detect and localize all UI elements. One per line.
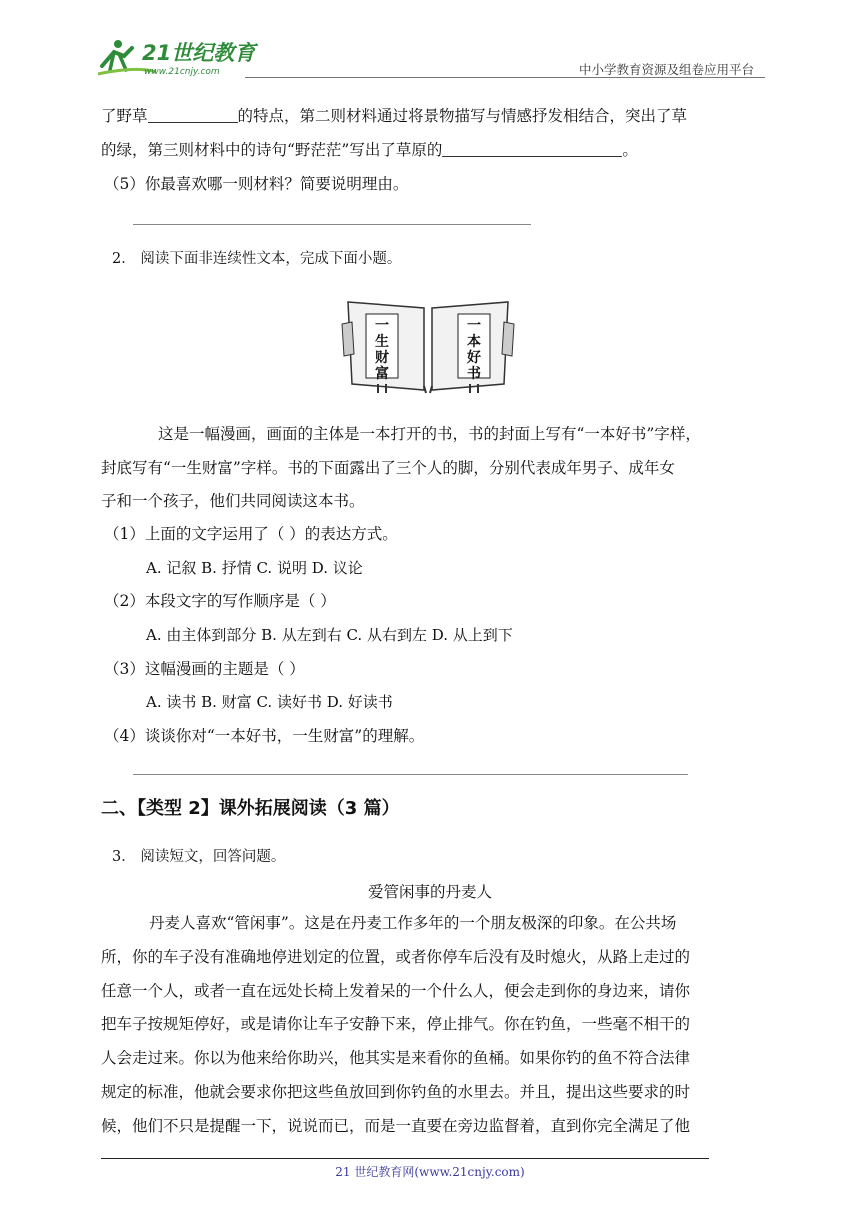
text-line-1: 了野草 的特点，第二则材料通过将景物描写与情感抒发相结合，突出了草 <box>101 107 688 125</box>
options-3: A. 读书 B. 财富 C. 读好书 D. 好读书 <box>146 693 393 711</box>
page-header <box>96 36 760 78</box>
comic-right-char: 一 <box>467 318 481 334</box>
comic-book-image <box>338 294 518 394</box>
article-line: 人会走过来。你以为他来给你助兴，他其实是来看你的鱼桶。如果你钓的鱼不符合法律 <box>101 1049 691 1067</box>
sub-question-2: （2）本段文字的写作顺序是（ ） <box>104 592 336 610</box>
sub-question-1: （1）上面的文字运用了（ ）的表达方式。 <box>104 525 398 543</box>
comic-left-char: 富 <box>375 366 389 382</box>
comic-right-char: 本 <box>467 334 481 350</box>
logo-21cnjy <box>96 36 266 78</box>
paragraph-line: 封底写有“一生财富”字样。书的下面露出了三个人的脚，分别代表成年男子、成年女 <box>101 459 675 477</box>
paragraph-line: 子和一个孩子，他们共同阅读这本书。 <box>101 492 365 510</box>
answer-blank[interactable] <box>148 108 238 123</box>
comic-right-char: 书 <box>467 366 481 382</box>
section-heading: 二、【类型 2】课外拓展阅读（3 篇） <box>101 798 400 819</box>
article-line: 把车子按规矩停好，或是请你让车子安静下来，停止排气。你在钓鱼，一些毫不相干的 <box>101 1015 691 1033</box>
footer-divider <box>101 1158 709 1159</box>
paragraph-line: 这是一幅漫画，画面的主体是一本打开的书，书的封面上写有“一本好书”字样， <box>158 425 701 443</box>
sub-question-4: （4）谈谈你对“一本好书，一生财富”的理解。 <box>104 727 425 745</box>
header-divider <box>245 77 765 78</box>
comic-left-char: 财 <box>375 350 389 366</box>
text-line-2: 的绿，第三则材料中的诗句“野茫茫”写出了草原的 。 <box>101 141 638 159</box>
logo-text: 21世纪教育 <box>142 41 256 65</box>
question-2-title: 2． 阅读下面非连续性文本，完成下面小题。 <box>112 251 402 267</box>
comic-left-char: 生 <box>375 334 389 350</box>
answer-blank[interactable] <box>442 142 622 157</box>
article-line: 任意一个人，或者一直在远处长椅上发着呆的一个什么人，便会走到你的身边来，请你 <box>101 982 691 1000</box>
comic-left-char: 一 <box>375 318 389 334</box>
answer-line[interactable] <box>133 774 688 775</box>
article-title: 爱管闲事的丹麦人 <box>367 883 492 901</box>
footer-text[interactable]: 21 世纪教育网(www.21cnjy.com) <box>335 1165 525 1179</box>
article-line: 候，他们不只是提醒一下，说说而已，而是一直要在旁边监督着，直到你完全满足了他 <box>101 1117 691 1135</box>
options-1: A. 记叙 B. 抒情 C. 说明 D. 议论 <box>146 559 363 577</box>
article-line: 丹麦人喜欢“管闲事”。这是在丹麦工作多年的一个朋友极深的印象。在公共场 <box>149 914 677 932</box>
question-3-title: 3． 阅读短文，回答问题。 <box>112 849 286 865</box>
options-2: A. 由主体到部分 B. 从左到右 C. 从右到左 D. 从上到下 <box>146 626 513 644</box>
comic-right-char: 好 <box>467 350 481 366</box>
header-platform-text: 中小学教育资源及组卷应用平台 <box>578 62 754 77</box>
sub-question-3: （3）这幅漫画的主题是（ ） <box>104 660 305 678</box>
article-line: 规定的标准，他就会要求你把这些鱼放回到你钓鱼的水里去。并且，提出这些要求的时 <box>101 1083 691 1101</box>
logo-url: www.21cnjy.com <box>144 67 220 77</box>
question-5: （5）你最喜欢哪一则材料？简要说明理由。 <box>104 175 409 193</box>
answer-line[interactable] <box>133 224 531 225</box>
article-line: 所，你的车子没有准确地停进划定的位置，或者你停车后没有及时熄火，从路上走过的 <box>101 948 691 966</box>
